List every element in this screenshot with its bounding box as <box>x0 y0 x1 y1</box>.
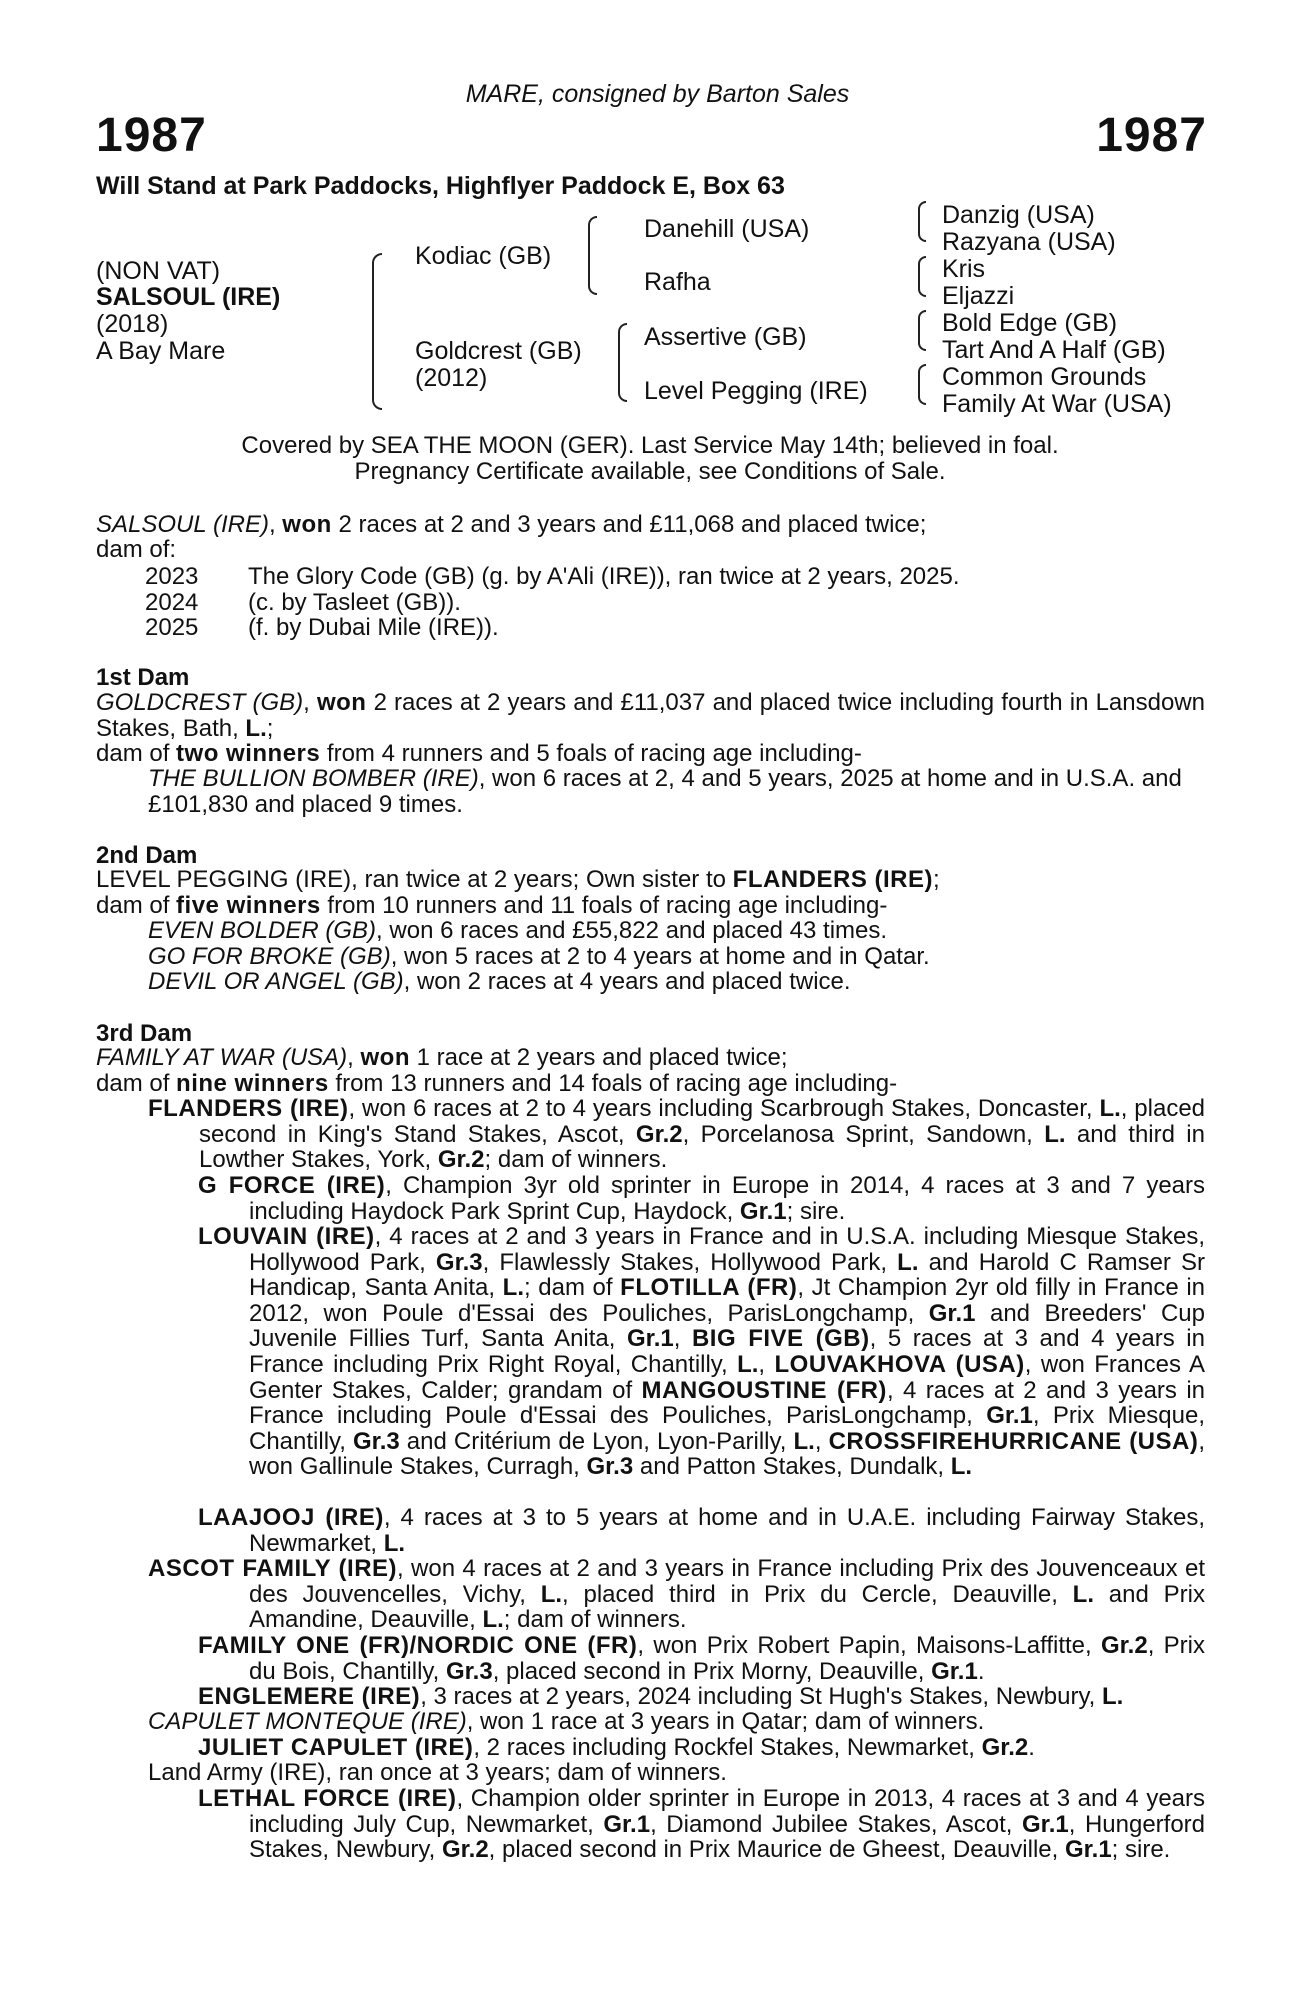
louvain-entry: LOUVAIN (IRE), 4 races at 2 and 3 years in France and in U.S.A. including Miesque Stakes, Hollywood Park, Gr.3, Flawlessly Stakes, Hollywood Park, L. and Harold C Ramser Sr Handicap, Santa Anita, L.; dam of FLOTILLA (FR), Jt Champion 2yr old filly in France in 2012, won Poule d'Essai des Pouliches, ParisLongchamp, Gr.1 and Breeders' Cup Juvenile Fillies Turf, Santa Anita, Gr.1, BIG FIVE (GB), 5 races at 3 and 4 years in France including Prix Right Royal, Chantilly, L., LOUVAKHOVA (USA), won Frances A Genter Stakes, Calder; grandam of MANGOUSTINE (FR), 4 races at 2 and 3 years in France including Poule d'Essai des Pouliches, ParisLongchamp, Gr.1, Prix Miesque, Chantilly, Gr.3 and Critérium de Lyon, Lyon-Parilly, L., CROSSFIREHURRICANE (USA), won Gallinule Stakes, Curragh, Gr.3 and Patton Stakes, Dundalk, L. <box>198 1223 1206 1481</box>
lot-number-right: 1987 <box>1096 109 1207 162</box>
gg-brace-3-top <box>918 310 926 334</box>
second-dam-progeny-3: DEVIL OR ANGEL (GB), won 2 races at 4 years and placed twice. <box>148 968 851 995</box>
gg-brace-4-top <box>918 364 926 388</box>
dam-brace-top <box>618 323 627 360</box>
sire-brace-bottom <box>588 251 597 295</box>
second-dam-heading: 2nd Dam <box>96 842 198 869</box>
horse-description: A Bay Mare <box>96 337 226 365</box>
first-dam-progeny: THE BULLION BOMBER (IRE), won 6 races at 2, 4 and 5 years, 2025 at home and in U.S.A. and £101,830 and placed 9 times. <box>148 765 1182 818</box>
sire-dam: Rafha <box>644 268 711 296</box>
consignment-subtitle: MARE, consigned by Barton Sales <box>465 80 850 108</box>
produce-intro: SALSOUL (IRE), won 2 races at 2 and 3 years and £11,068 and placed twice; <box>96 511 927 538</box>
dam-year: (2012) <box>415 364 488 392</box>
foaling-year: (2018) <box>96 310 169 338</box>
first-dam-produce: dam of two winners from 4 runners and 5 foals of racing age including- <box>96 740 862 767</box>
englemere-entry: ENGLEMERE (IRE), 3 races at 2 years, 2024 including St Hugh's Stakes, Newbury, L. <box>198 1683 1124 1710</box>
laajooj-entry: LAAJOOJ (IRE), 4 races at 3 to 5 years at home and in U.A.E. including Fairway Stakes, Newmarket, L. <box>198 1504 1206 1557</box>
lethal-force-entry: LETHAL FORCE (IRE), Champion older sprinter in Europe in 2013, 4 races at 3 and 4 years including July Cup, Newmarket, Gr.1, Diamond Jubilee Stakes, Ascot, Gr.1, Hungerford Stakes, Newbury, Gr.2, placed second in Prix Maurice de Gheest, Deauville, Gr.1; sire. <box>198 1785 1206 1864</box>
ggp-dss: Bold Edge (GB) <box>942 309 1118 337</box>
horse-name: SALSOUL (IRE) <box>96 283 281 311</box>
lot-number-left: 1987 <box>96 109 207 162</box>
pedigree-brace-lower <box>372 330 382 410</box>
third-dam-heading: 3rd Dam <box>96 1020 193 1047</box>
dam-sire: Assertive (GB) <box>644 323 807 351</box>
dam-name: Goldcrest (GB) <box>415 337 582 365</box>
second-dam-progeny-2: GO FOR BROKE (GB), won 5 races at 2 to 4 years at home and in Qatar. <box>148 943 930 970</box>
foal-text-2: (c. by Tasleet (GB)). <box>248 589 461 616</box>
ggp-ddd: Family At War (USA) <box>942 390 1172 418</box>
gg-brace-1-bottom <box>918 223 926 242</box>
gg-brace-2-bottom <box>918 278 926 297</box>
gg-brace-2-top <box>918 256 926 280</box>
covered-note: Covered by SEA THE MOON (GER). Last Service May 14th; believed in foal. <box>241 432 1059 459</box>
foal-year-3: 2025 <box>145 614 199 641</box>
gg-brace-4-bottom <box>918 386 926 405</box>
land-army-entry: Land Army (IRE), ran once at 3 years; dam of winners. <box>148 1759 727 1786</box>
foal-text-3: (f. by Dubai Mile (IRE)). <box>248 614 499 641</box>
sire-sire: Danehill (USA) <box>644 215 810 243</box>
first-dam-record: GOLDCREST (GB), won 2 races at 2 years and £11,037 and placed twice including fourth in Lansdown Stakes, Bath, L.; <box>96 689 1205 742</box>
ggp-sss: Danzig (USA) <box>942 201 1095 229</box>
pedigree-brace-upper <box>372 253 382 332</box>
dam-brace-bottom <box>618 358 627 402</box>
ggp-sdd: Eljazzi <box>942 282 1015 310</box>
second-dam-progeny-1: EVEN BOLDER (GB), won 6 races and £55,822 and placed 43 times. <box>148 917 888 944</box>
gg-brace-1-top <box>918 201 926 225</box>
ggp-dsd: Tart And A Half (GB) <box>942 336 1166 364</box>
sire-brace-top <box>588 216 597 253</box>
stabling-location: Will Stand at Park Paddocks, Highflyer Paddock E, Box 63 <box>96 172 785 200</box>
pregnancy-note: Pregnancy Certificate available, see Conditions of Sale. <box>354 458 946 485</box>
gg-brace-3-bottom <box>918 332 926 351</box>
family-one-entry: FAMILY ONE (FR)/NORDIC ONE (FR), won Prix Robert Papin, Maisons-Laffitte, Gr.2, Prix du Bois, Chantilly, Gr.3, placed second in Prix Morny, Deauville, Gr.1. <box>198 1632 1205 1685</box>
ascot-family-entry: ASCOT FAMILY (IRE), won 4 races at 2 and 3 years in France including Prix des Jouvenceaux et des Jouvencelles, Vichy, L., placed third in Prix du Cercle, Deauville, L. and Prix Amandine, Deauville, L.; dam of winners. <box>148 1555 1205 1634</box>
ggp-ssd: Razyana (USA) <box>942 228 1116 256</box>
capulet-entry: CAPULET MONTEQUE (IRE), won 1 race at 3 years in Qatar; dam of winners. <box>148 1708 985 1735</box>
vat-status: (NON VAT) <box>96 257 221 285</box>
foal-year-1: 2023 <box>145 563 199 590</box>
produce-dam-of: dam of: <box>96 536 177 563</box>
flanders-entry: FLANDERS (IRE), won 6 races at 2 to 4 years including Scarbrough Stakes, Doncaster, L., placed second in King's Stand Stakes, Ascot, Gr.2, Porcelanosa Sprint, Sandown, L. and third in Lowther Stakes, York, Gr.2; dam of winners. <box>148 1095 1206 1174</box>
foal-year-2: 2024 <box>145 589 199 616</box>
third-dam-produce: dam of nine winners from 13 runners and 14 foals of racing age including- <box>96 1070 898 1097</box>
dam-dam: Level Pegging (IRE) <box>644 377 868 405</box>
ggp-sds: Kris <box>942 255 986 283</box>
ggp-dds: Common Grounds <box>942 363 1147 391</box>
foal-text-1: The Glory Code (GB) (g. by A'Ali (IRE)), ran twice at 2 years, 2025. <box>248 563 960 590</box>
second-dam-produce: dam of five winners from 10 runners and 11 foals of racing age including- <box>96 892 888 919</box>
gforce-entry: G FORCE (IRE), Champion 3yr old sprinter in Europe in 2014, 4 races at 3 and 7 years including Haydock Park Sprint Cup, Haydock, Gr.1; sire. <box>198 1172 1206 1225</box>
first-dam-heading: 1st Dam <box>96 664 190 691</box>
third-dam-record: FAMILY AT WAR (USA), won 1 race at 2 years and placed twice; <box>96 1044 788 1071</box>
second-dam-record: LEVEL PEGGING (IRE), ran twice at 2 years; Own sister to FLANDERS (IRE); <box>96 866 940 893</box>
sire-name: Kodiac (GB) <box>415 242 552 270</box>
juliet-capulet-entry: JULIET CAPULET (IRE), 2 races including Rockfel Stakes, Newmarket, Gr.2. <box>198 1734 1035 1761</box>
